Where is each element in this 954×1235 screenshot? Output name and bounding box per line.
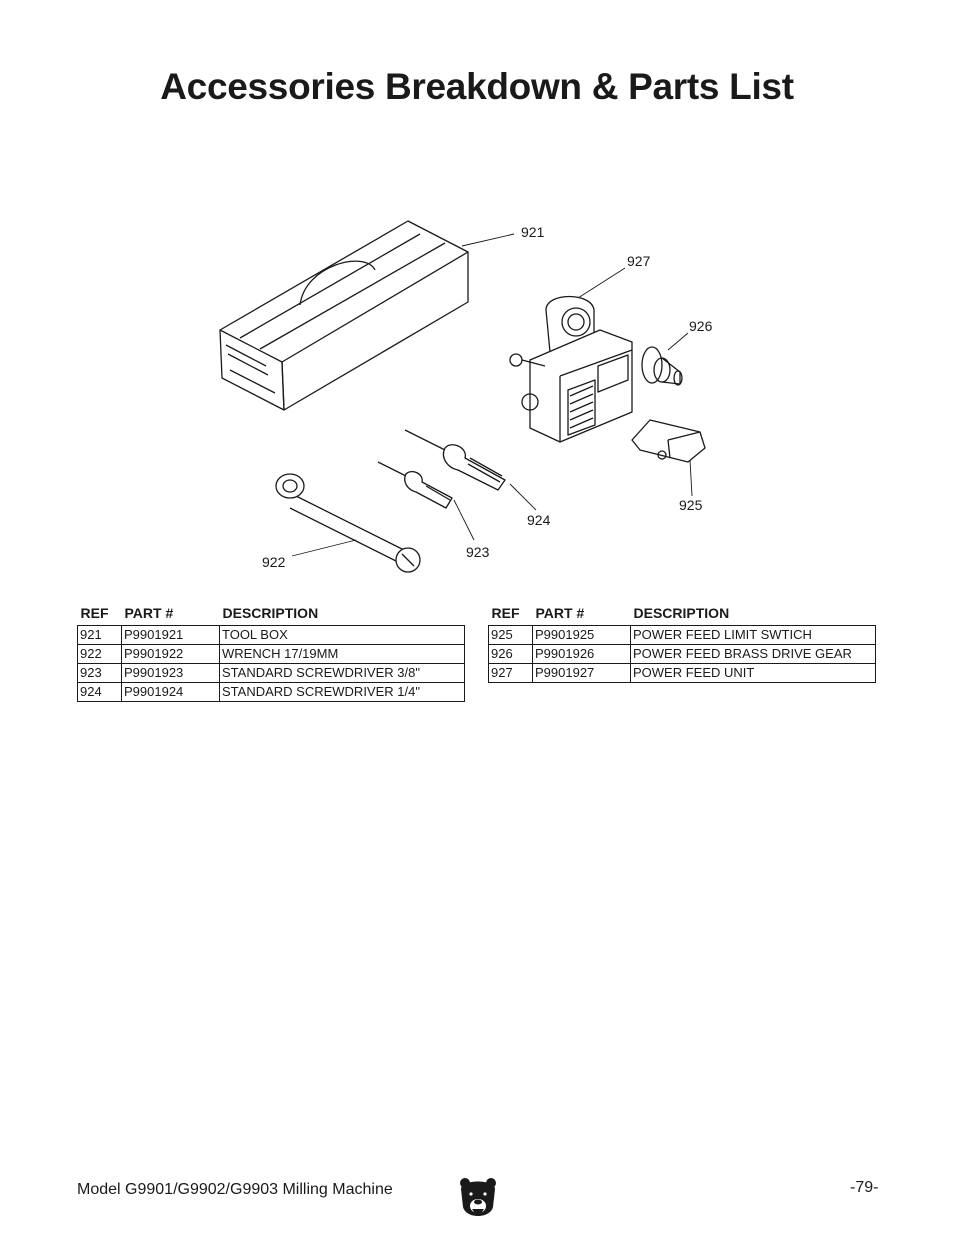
limit-switch-drawing <box>632 420 705 462</box>
power-feed-unit-drawing <box>510 297 632 443</box>
header-part: PART # <box>124 605 174 621</box>
table-row <box>78 645 465 664</box>
callout-922: 922 <box>262 554 286 570</box>
callout-923: 923 <box>466 544 490 560</box>
header-part: PART # <box>535 605 585 621</box>
footer-model: Model G9901/G9902/G9903 Milling Machine <box>77 1181 393 1198</box>
cell-description: TOOL BOX <box>220 626 465 645</box>
header-ref: REF <box>80 605 109 621</box>
cell-ref: 927 <box>489 664 533 683</box>
parts-table-right <box>488 603 876 683</box>
bear-logo-icon <box>458 1175 498 1223</box>
cell-part: P9901922 <box>122 645 220 664</box>
wrench-drawing <box>276 474 420 572</box>
cell-ref: 924 <box>78 683 122 702</box>
callout-925: 925 <box>679 497 703 513</box>
cell-part: P9901925 <box>533 626 631 645</box>
cell-ref: 926 <box>489 645 533 664</box>
callout-927: 927 <box>627 253 651 269</box>
cell-part: P9901923 <box>122 664 220 683</box>
table-row <box>78 626 465 645</box>
cell-description: POWER FEED LIMIT SWTICH <box>631 626 876 645</box>
cell-part: P9901927 <box>533 664 631 683</box>
cell-part: P9901924 <box>122 683 220 702</box>
cell-ref: 923 <box>78 664 122 683</box>
table-row <box>489 664 876 683</box>
accessories-diagram <box>0 0 954 600</box>
parts-table-left <box>77 603 465 702</box>
screwdriver-923-drawing <box>378 462 452 508</box>
cell-description: STANDARD SCREWDRIVER 1/4" <box>220 683 465 702</box>
table-row <box>489 645 876 664</box>
tool-box-drawing <box>220 221 468 410</box>
header-description: DESCRIPTION <box>633 605 730 621</box>
callout-926: 926 <box>689 318 713 334</box>
table-row <box>78 683 465 702</box>
header-ref: REF <box>491 605 520 621</box>
cell-ref: 922 <box>78 645 122 664</box>
cell-ref: 921 <box>78 626 122 645</box>
callout-921: 921 <box>521 224 545 240</box>
header-description: DESCRIPTION <box>222 605 319 621</box>
drive-gear-drawing <box>642 347 682 385</box>
cell-description: POWER FEED BRASS DRIVE GEAR <box>631 645 876 664</box>
cell-description: STANDARD SCREWDRIVER 3/8" <box>220 664 465 683</box>
cell-part: P9901926 <box>533 645 631 664</box>
callout-924: 924 <box>527 512 551 528</box>
cell-description: WRENCH 17/19MM <box>220 645 465 664</box>
cell-description: POWER FEED UNIT <box>631 664 876 683</box>
cell-part: P9901921 <box>122 626 220 645</box>
cell-ref: 925 <box>489 626 533 645</box>
table-row <box>489 626 876 645</box>
table-row <box>78 664 465 683</box>
page-number: -79- <box>850 1179 879 1196</box>
page-title: Accessories Breakdown & Parts List <box>160 66 794 107</box>
